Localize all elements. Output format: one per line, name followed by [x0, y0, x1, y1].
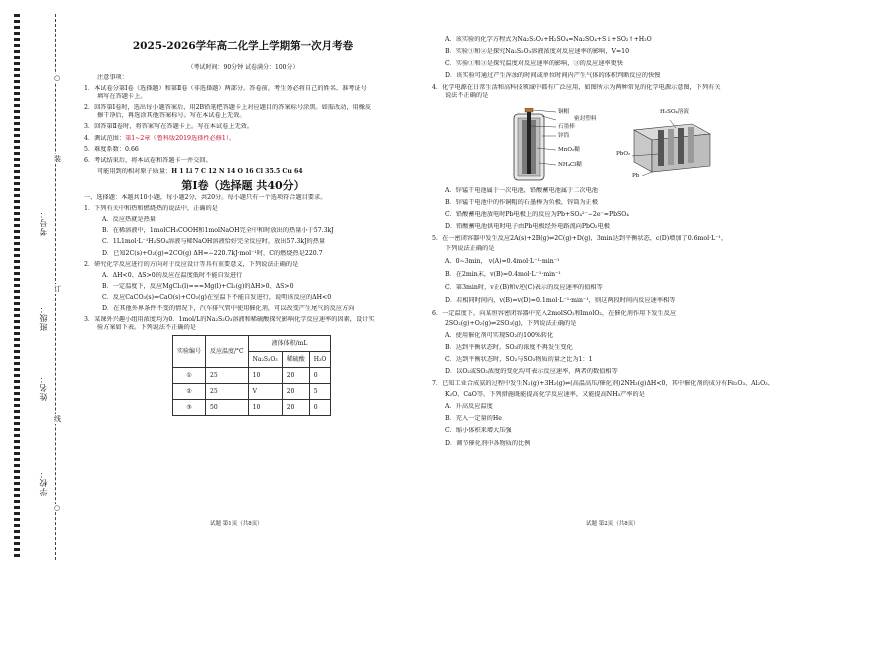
q5-C: C．第3min时，v正(B)和v逆(C)表示的反应速率的值相等: [445, 284, 603, 292]
q2-C: C．反应CaCO₃(s)=CaO(s)+CO₂(g)在室温下不能自发进行，说明该反应的ΔH<0: [102, 293, 332, 301]
table-row: [173, 368, 331, 384]
exam-subtitle: （考试时间：90分钟 试卷满分：100分）: [187, 64, 299, 71]
label-zinc-can: 锌筒: [558, 132, 570, 139]
q7-A: A．升高反应温度: [445, 403, 493, 411]
q4-C: C．铅酸蓄电池放电时Pb电极上的反应为Pb+SO₄²⁻−2e⁻=PbSO₄: [445, 210, 629, 218]
q1-stem: 1．下列有关中和热和燃烧热的说法中，正确的是: [84, 205, 218, 213]
table-cell: 50: [206, 400, 249, 416]
table-header-temp: 反应温度/°C: [206, 336, 249, 368]
label-pb: Pb: [632, 172, 640, 179]
seal-dot-2: ○: [54, 504, 61, 512]
atomic-mass-line: 可能用到的相对原子质量：H 1 Li 7 C 12 N 14 O 16 Cl 35.5 Cu 64: [97, 167, 303, 175]
label-copper-cap: 铜帽: [558, 108, 570, 115]
q6-D: D．以O₂或SO₂浓度的变化均可表示反应速率，两者的数值相等: [445, 367, 618, 375]
note-4-scope: 第1~2章（鲁科版2019选择性必修1）。: [125, 134, 236, 142]
q3-B: B．实验①和②是探究Na₂S₂O₃溶液浓度对反应速率的影响，V=10: [445, 48, 630, 56]
q5-A: A．0~3min， v(A)=0.4mol·L⁻¹·min⁻¹: [445, 258, 560, 266]
table-cell: 0: [309, 400, 331, 416]
q1-A: A．反应热就是热量: [102, 216, 156, 224]
label-graphite-rod: 石墨棒: [558, 123, 575, 130]
table-cell: 0: [309, 368, 331, 384]
table-header-no: 实验编号: [173, 336, 206, 368]
table-row: [173, 384, 331, 400]
q4-stem-1: 4．化学电源在日常生活和高科技领域中都有广泛应用，如图所示为两种常见的化学电源示意图，下列有关: [432, 84, 721, 92]
q6-stem-2: 2SO₂(g)+O₂(g)⇌2SO₃(g)，下列说法正确的是: [445, 319, 577, 327]
page-footer-1: 试题 第1页（共8页）: [210, 521, 263, 527]
q5-D: D．若相同时间内，v(B)=v(D)=0.1mol·L⁻¹·min⁻¹，则这两段时间内反应速率相等: [445, 297, 676, 305]
q7-stem-1: 7．已知工业合成氨的过程中发生N₂(g)+3H₂(g)⇌(高温高压/催化剂)2NH₃(g)ΔH<0，其中催化剂的成分有Fe₂O₃、Al₂O₃、: [432, 380, 774, 388]
class-label: 班级：: [39, 304, 48, 331]
label-h2so4: H₂SO₄溶液: [660, 108, 689, 115]
examno-label: 考号：: [39, 209, 48, 236]
q2-B: B．一定温度下，反应MgCl₂(l)===Mg(l)+Cl₂(g)的ΔH>0、ΔS>0: [102, 282, 294, 290]
q1-C: C．1L1mol·L⁻¹H₂SO₄溶液与稀NaOH溶液恰好完全反应时，放出57.3kJ的热量: [102, 238, 326, 246]
binding-dots: [14, 14, 20, 560]
table-cell: ②: [173, 384, 206, 400]
table-cell: 25: [206, 384, 249, 400]
right-column: [432, 36, 824, 448]
note-1a: 1．本试卷分第Ⅰ卷（选择题）和第Ⅱ卷（非选择题）两部分。答卷前，考生务必将自己的姓名、准考证号: [84, 85, 367, 93]
q7-stem-2: K₂O、CaO等。下列措施既能提高化学反应速率，又能提高NH₃产率的是: [445, 391, 645, 399]
label-nh4cl-paste: NH₄Cl糊: [558, 161, 582, 168]
school-label: 学校：: [39, 469, 48, 496]
q3-C: C．实验①和③是探究温度对反应速率的影响，③的反应速率更快: [445, 60, 623, 68]
q7-B: B．充入一定量的He: [445, 415, 502, 423]
seal-word-line: 线: [54, 415, 61, 423]
q5-B: B．在2min末，v(B)=0.4mol·L⁻¹·min⁻¹: [445, 271, 561, 279]
table-cell: ①: [173, 368, 206, 384]
table-cell: 10: [248, 368, 282, 384]
table-cell: 20: [282, 384, 309, 400]
table-header-water: H₂O: [309, 352, 331, 368]
table-cell: 20: [282, 368, 309, 384]
table-header-volume: 液体体积/mL: [248, 336, 331, 352]
binding-strip: [14, 14, 61, 560]
section-title: 第Ⅰ卷（选择题 共40分）: [181, 178, 305, 192]
q2-D: D．在其他外界条件不变的情况下，汽车排气管中使用催化剂，可以改变产生尾气的反应方向: [102, 304, 355, 312]
note-1b: 填写在答题卡上。: [97, 93, 147, 101]
table-cell: 10: [248, 400, 282, 416]
notes-heading: 注意事项：: [97, 74, 128, 81]
q3-stem-1: 3．某课外兴趣小组用浓度均为0．1mol/L的Na₂S₂O₃溶液和稀硫酸探究影响化学反应速率的因素，设计实: [84, 316, 375, 324]
note-3: 3．回答第Ⅱ卷时，将答案写在答题卡上。写在本试卷上无效。: [84, 123, 254, 131]
table-cell: V: [248, 384, 282, 400]
label-pbo2: PbO₂: [616, 150, 631, 157]
table-cell: 20: [282, 400, 309, 416]
page-footer-2: 试题 第2页（共8页）: [586, 521, 639, 527]
left-column: [84, 74, 402, 416]
q4-figure: [432, 104, 824, 184]
zinc-manganese-cell-figure: [504, 108, 624, 184]
section-intro: 一、选择题：本题共10小题，每小题2分，共20分。每小题只有一个选项符合题目要求。: [84, 194, 327, 202]
note-2b: 擦干净后，再选涂其他答案标号。写在本试卷上无效。: [97, 112, 246, 120]
q2-stem: 2．研究化学反应进行的方向对于反应设计等具有重要意义，下列说法正确的是: [84, 260, 299, 268]
exam-title: 2025-2026学年高二化学上学期第一次月考卷: [132, 40, 354, 52]
q7-D: D．调节催化剂中各物质的比例: [445, 439, 531, 447]
q3-D: D．该实验可通过产生浑浊的时间或单位时间内产生气体的体积判断反应的快慢: [445, 72, 661, 80]
q1-B: B．在稀溶液中，1molCH₃COOH和1molNaOH完全中和时放出的热量小于57.3kJ: [102, 227, 334, 235]
q3-table: [172, 335, 331, 416]
q3-A: A．该实验的化学方程式为Na₂S₂O₃+H₂SO₄=Na₂SO₄+S↓+SO₂↑+H₂O: [445, 36, 652, 43]
table-row: [173, 400, 331, 416]
q5-stem-1: 5．在一密闭容器中发生反应2A(s)+2B(g)⇌2C(g)+D(g)，3min达到平衡状态，c(D)增加了0.6mol·L⁻¹，: [432, 234, 728, 242]
table-cell: 25: [206, 368, 249, 384]
lead-acid-cell-figure: [616, 108, 722, 180]
table-cell: ③: [173, 400, 206, 416]
q4-stem-2: 说法不正确的是: [445, 92, 489, 100]
q7-C: C．缩小体积来增大压强: [445, 427, 512, 435]
seal-word-seal: 订: [54, 285, 61, 293]
q4-B: B．锌锰干电池中的作铜帽的石墨棒为负极，锌筒为正极: [445, 198, 599, 206]
q3-stem-2: 验方案如下表。下列说法不正确的是: [97, 324, 196, 332]
note-4: 4．测试范围：第1~2章（鲁科版2019选择性必修1）。: [84, 134, 236, 142]
q4-D: D．铅酸蓄电池供电时电子由Pb电极经外电路流向PbO₂电极: [445, 222, 610, 230]
note-5: 5．难度系数：0.66: [84, 145, 139, 153]
name-label: 姓名：: [39, 374, 48, 401]
note-6: 6．考试结束后，将本试卷和答题卡一并交回。: [84, 156, 212, 164]
q6-stem-1: 6．一定温度下，向某恒容密闭容器中充入2molSO₂和lmolO₂，在催化剂作用下发生反应: [432, 309, 677, 317]
table-header-acid: 稀硫酸: [282, 352, 309, 368]
lead-acid-diagram: [622, 110, 722, 180]
seal-dot-1: ○: [54, 74, 61, 82]
q5-stem-2: 下列说法正确的是: [445, 245, 495, 253]
label-seal-plastic: 密封塑料: [574, 115, 597, 122]
q6-B: B．达到平衡状态时，SO₃的浓度不再发生变化: [445, 343, 573, 351]
q1-D: D．已知2C(s)+O₂(g)=2CO(g) ΔH=−220.7kJ·mol⁻¹时，C的燃烧热是220.7: [102, 249, 323, 257]
table-cell: 5: [309, 384, 331, 400]
q2-A: A．ΔH<0、ΔS>0的反应在温度低时不能自发进行: [102, 271, 243, 279]
table-header-na2s2o3: Na₂S₂O₃: [248, 352, 282, 368]
note-2a: 2．回答第Ⅰ卷时，选出每小题答案后，用2B铅笔把答题卡上对应题目的答案标号涂黑。如需改动，用橡皮: [84, 104, 372, 112]
q6-C: C．达到平衡状态时，SO₂与SO₃物质的量之比为1：1: [445, 355, 593, 363]
seal-word-bind: 装: [54, 155, 61, 163]
q4-A: A．锌锰干电池属于一次电池，铅酸蓄电池属于二次电池: [445, 186, 598, 194]
label-mno2-paste: MnO₂糊: [558, 146, 580, 153]
q6-A: A．使用催化剂可实现SO₂的100%转化: [445, 331, 554, 339]
